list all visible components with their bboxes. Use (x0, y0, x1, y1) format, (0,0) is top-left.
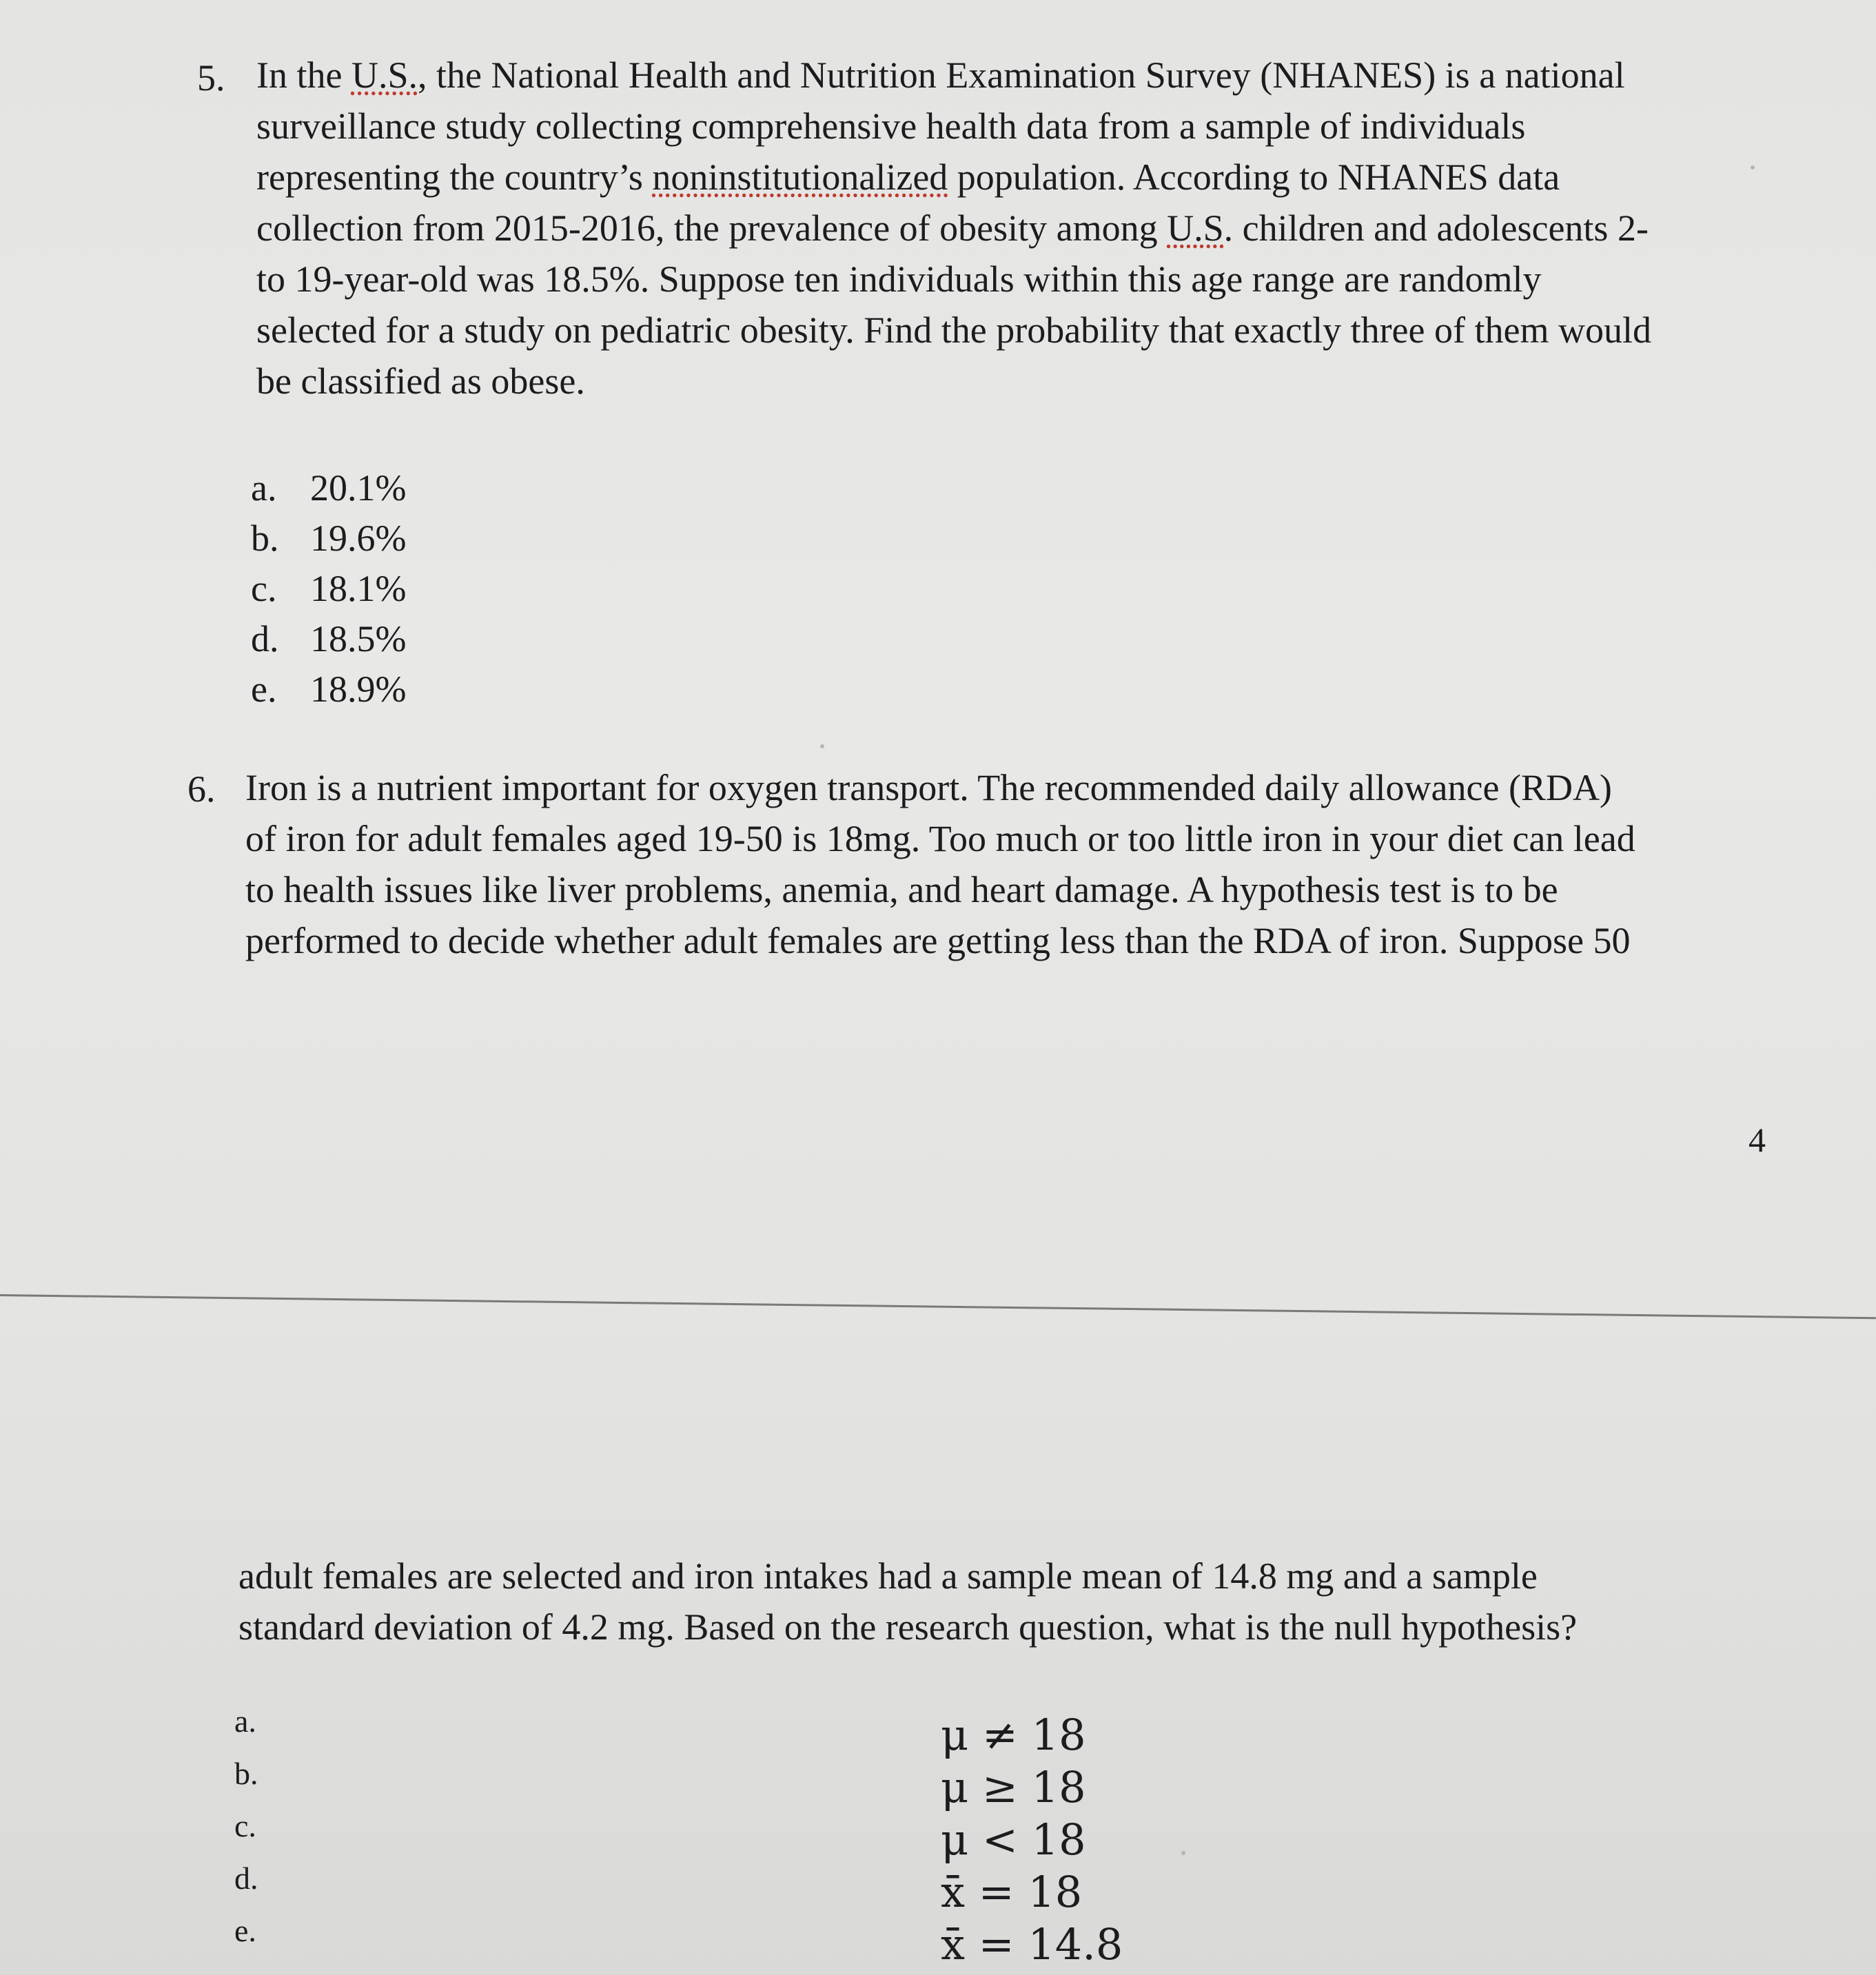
question-5-choices (251, 463, 406, 715)
question-6-line: Iron is a nutrient important for oxygen transport. The recommended daily allowance (RDA) (245, 767, 1612, 808)
question-6-choice-letters (234, 1695, 258, 1957)
choice-b[interactable]: b. 19.6% (251, 518, 407, 559)
question-6-text-top (245, 762, 1635, 966)
question-5-number: 5. (197, 57, 225, 99)
screen-speck (1751, 165, 1755, 170)
question-5-line: to 19-year-old was 18.5%. Suppose ten individuals within this age range are randomly (256, 258, 1542, 300)
question-5-line: selected for a study on pediatric obesity. Find the probability that exactly three of them would (256, 309, 1651, 351)
choice-value-d[interactable]: x̄ = 18 (941, 1867, 1083, 1917)
choice-value-e[interactable]: x̄ = 14.8 (941, 1919, 1123, 1969)
question-6-text-bottom (238, 1551, 1577, 1652)
question-5-line: be classified as obese. (256, 360, 585, 402)
choice-value-b[interactable]: μ ≥ 18 (941, 1762, 1086, 1812)
question-6-line: adult females are selected and iron intakes had a sample mean of 14.8 mg and a sample (238, 1555, 1538, 1597)
screen-speck (1181, 1851, 1185, 1855)
choice-letter-b[interactable]: b. (234, 1756, 258, 1791)
question-6-line: performed to decide whether adult females are getting less than the RDA of iron. Suppose 50 (245, 920, 1631, 961)
choice-e[interactable]: e. 18.9% (251, 668, 407, 710)
question-6-number: 6. (187, 768, 216, 810)
page-number: 4 (1748, 1120, 1766, 1159)
question-6-choice-values (941, 1709, 1123, 1971)
choice-value-a[interactable]: μ ≠ 18 (941, 1710, 1086, 1760)
choice-letter-a[interactable]: a. (234, 1703, 256, 1739)
choice-value-c[interactable]: μ < 18 (941, 1814, 1086, 1865)
question-6-line: of iron for adult females aged 19-50 is 18mg. Too much or too little iron in your diet can lead (245, 818, 1635, 859)
question-5-line: In the U.S., the National Health and Nutrition Examination Survey (NHANES) is a national (256, 54, 1625, 96)
choice-c[interactable]: c. 18.1% (251, 568, 407, 609)
choice-letter-e[interactable]: e. (234, 1913, 256, 1948)
choice-a[interactable]: a. 20.1% (251, 467, 407, 509)
question-6-line: to health issues like liver problems, anemia, and heart damage. A hypothesis test is to be (245, 869, 1558, 910)
question-5-line: surveillance study collecting comprehensive health data from a sample of individuals (256, 105, 1526, 147)
question-5-text (256, 50, 1651, 407)
choice-letter-d[interactable]: d. (234, 1861, 258, 1896)
choice-d[interactable]: d. 18.5% (251, 618, 407, 659)
choice-letter-c[interactable]: c. (234, 1808, 256, 1843)
screen-speck (820, 744, 824, 748)
page-break-divider (0, 1294, 1876, 1319)
question-5-line: collection from 2015-2016, the prevalence of obesity among U.S. children and adolescents 2- (256, 207, 1649, 249)
question-5-line: representing the country’s noninstitutionalized population. According to NHANES data (256, 156, 1560, 198)
question-6-line: standard deviation of 4.2 mg. Based on the research question, what is the null hypothesis? (238, 1606, 1578, 1648)
